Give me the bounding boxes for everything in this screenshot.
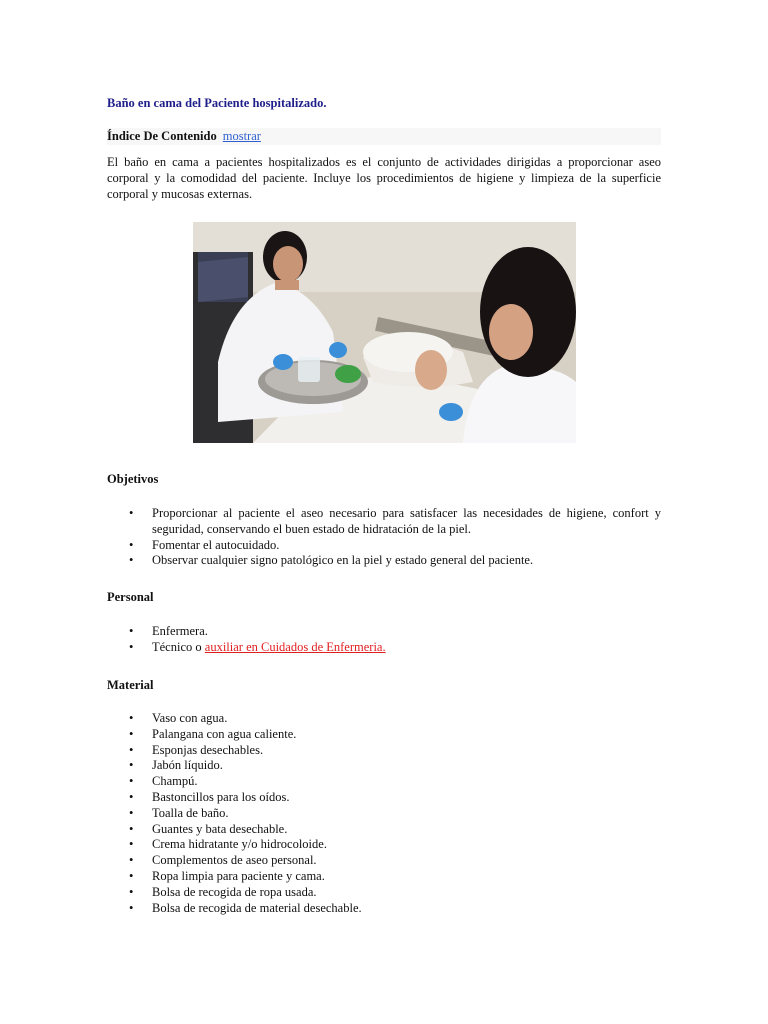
list-item: • Observar cualquier signo patológico en la piel y estado general del paciente. xyxy=(107,553,661,569)
page-title: Baño en cama del Paciente hospitalizado. xyxy=(107,96,327,110)
list-item: • Fomentar el autocuidado. xyxy=(107,538,661,554)
toc-show-link[interactable]: mostrar xyxy=(222,129,261,143)
list-item: • Guantes y bata desechable. xyxy=(107,822,661,838)
list-item: • Vaso con agua. xyxy=(107,711,661,727)
list-item: • Bolsa de recogida de ropa usada. xyxy=(107,885,661,901)
nurses-bed-bath-photo xyxy=(193,222,576,443)
list-item: • Bolsa de recogida de material desechable. xyxy=(107,901,661,917)
list-item: • Esponjas desechables. xyxy=(107,743,661,759)
list-item: • Jabón líquido. xyxy=(107,758,661,774)
list-item-text: Técnico o xyxy=(152,639,205,654)
auxiliar-cuidados-link[interactable]: auxiliar en Cuidados de Enfermeria. xyxy=(204,639,386,654)
material-list xyxy=(107,711,661,916)
list-item: • Toalla de baño. xyxy=(107,806,661,822)
list-item: • Palangana con agua caliente. xyxy=(107,727,661,743)
list-item: • Crema hidratante y/o hidrocoloide. xyxy=(107,837,661,853)
list-item: • Proporcionar al paciente el aseo necesario para satisfacer las necesidades de higiene, confort y seguridad, conservando el buen estado de hidratación de la piel. xyxy=(107,506,661,538)
list-item xyxy=(107,640,661,656)
toc-label: Índice De Contenido xyxy=(107,129,217,143)
material-heading: Material xyxy=(107,678,154,692)
personal-list xyxy=(107,624,661,656)
objetivos-heading: Objetivos xyxy=(107,472,159,486)
list-item: • Complementos de aseo personal. xyxy=(107,853,661,869)
list-item: • Enfermera. xyxy=(107,624,661,640)
photo-illustration xyxy=(193,222,576,443)
objetivos-list xyxy=(107,506,661,569)
list-item: • Ropa limpia para paciente y cama. xyxy=(107,869,661,885)
table-of-contents-bar xyxy=(107,128,661,145)
intro-paragraph: El baño en cama a pacientes hospitalizados es el conjunto de actividades dirigidas a proporcionar aseo corporal y la comodidad del paciente. Incluye los procedimientos de higiene y limpieza de la superficie corporal y mucosas externas. xyxy=(107,155,661,201)
personal-heading: Personal xyxy=(107,590,154,604)
list-item: • Champú. xyxy=(107,774,661,790)
list-item: • Bastoncillos para los oídos. xyxy=(107,790,661,806)
